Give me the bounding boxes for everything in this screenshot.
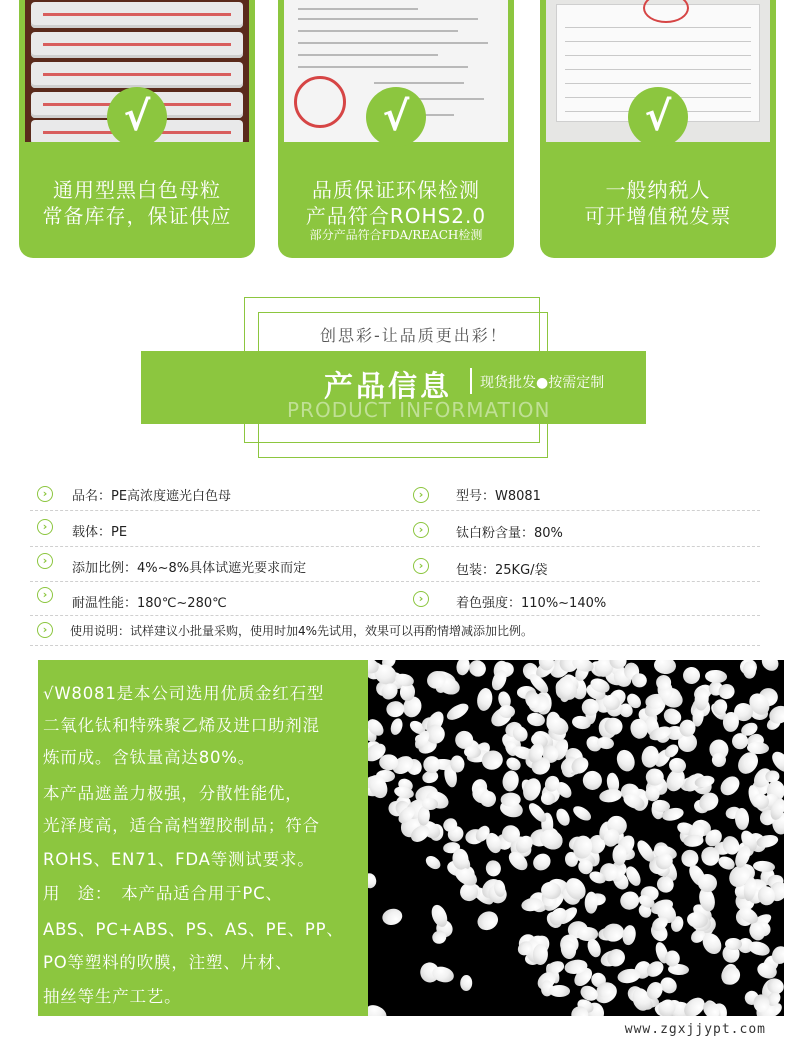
spec-ratio: 添加比例：4%~8%具体试遮光要求而定 bbox=[72, 561, 307, 576]
divider bbox=[30, 615, 760, 616]
divider bbox=[30, 645, 760, 646]
arrow-right-icon: › bbox=[37, 519, 53, 535]
card-line-2: 产品符合ROHS2.0 bbox=[305, 204, 487, 228]
divider bbox=[30, 546, 760, 547]
heading-divider bbox=[470, 368, 472, 394]
divider bbox=[30, 510, 760, 511]
card-line-2: 常备库存，保证供应 bbox=[42, 204, 232, 228]
site-watermark: www.zgxjjypt.com bbox=[624, 1022, 766, 1037]
card-line-2: 可开增值税发票 bbox=[584, 204, 732, 228]
section-subtitle: 现货批发●按需定制 bbox=[480, 375, 605, 391]
description-line: 光泽度高，适合高档塑胶制品；符合 bbox=[43, 816, 320, 835]
check-icon: √ bbox=[628, 87, 688, 147]
arrow-right-icon: › bbox=[37, 486, 53, 502]
card-subtext: 部分产品符合FDA/REACH检测 bbox=[309, 228, 483, 242]
spec-name: 品名：PE高浓度遮光白色母 bbox=[72, 489, 232, 504]
feature-card-stock bbox=[19, 0, 255, 258]
arrow-right-icon: › bbox=[413, 522, 429, 538]
description-panel bbox=[38, 660, 368, 1016]
spec-strength: 着色强度：110%~140% bbox=[456, 596, 607, 611]
slogan: 创思彩-让品质更出彩！ bbox=[320, 326, 508, 345]
description-line: 二氧化钛和特殊聚乙烯及进口助剂混 bbox=[43, 716, 320, 735]
feature-card-invoice bbox=[540, 0, 776, 258]
feature-card-quality bbox=[278, 0, 514, 258]
check-icon: √ bbox=[107, 87, 167, 147]
red-seal-stamp bbox=[643, 0, 689, 23]
description-line: √W8081是本公司选用优质金红石型 bbox=[43, 684, 325, 703]
white-pellets-photo bbox=[368, 660, 784, 1016]
arrow-right-icon: › bbox=[413, 558, 429, 574]
description-line: ROHS、EN71、FDA等测试要求。 bbox=[43, 850, 315, 869]
card-line-1: 品质保证环保检测 bbox=[312, 178, 480, 202]
card-line-1: 通用型黑白色母粒 bbox=[53, 178, 221, 202]
spec-package: 包装：25KG/袋 bbox=[456, 563, 548, 578]
section-title-english: PRODUCT INFORMATION bbox=[287, 398, 551, 422]
description-line: PO等塑料的吹膜，注塑、片材、 bbox=[43, 953, 293, 972]
divider bbox=[30, 581, 760, 582]
check-icon: √ bbox=[366, 87, 426, 147]
description-line: 炼而成。含钛量高达80%。 bbox=[43, 748, 256, 767]
description-line: ABS、PC+ABS、PS、AS、PE、PP、 bbox=[43, 920, 344, 939]
spec-titanium: 钛白粉含量：80% bbox=[456, 526, 563, 541]
spec-carrier: 载体：PE bbox=[72, 525, 128, 540]
description-line: 本产品遮盖力极强，分散性能优， bbox=[43, 784, 303, 803]
arrow-right-icon: › bbox=[37, 587, 53, 603]
arrow-right-icon: › bbox=[37, 622, 53, 638]
arrow-right-icon: › bbox=[37, 553, 53, 569]
description-line: 用 途： 本产品适合用于PC、 bbox=[43, 884, 283, 903]
arrow-right-icon: › bbox=[413, 591, 429, 607]
section-title: 产品信息 bbox=[324, 369, 453, 403]
arrow-right-icon: › bbox=[413, 487, 429, 503]
spec-temperature: 耐温性能：180℃~280℃ bbox=[72, 596, 227, 611]
card-line-1: 一般纳税人 bbox=[605, 178, 711, 202]
red-seal-stamp bbox=[294, 76, 346, 128]
spec-model: 型号：W8081 bbox=[456, 489, 541, 504]
description-line: 抽丝等生产工艺。 bbox=[43, 987, 182, 1006]
spec-usage: 使用说明：试样建议小批量采购，使用时加4%先试用，效果可以再酌情增减添加比例。 bbox=[70, 624, 534, 638]
